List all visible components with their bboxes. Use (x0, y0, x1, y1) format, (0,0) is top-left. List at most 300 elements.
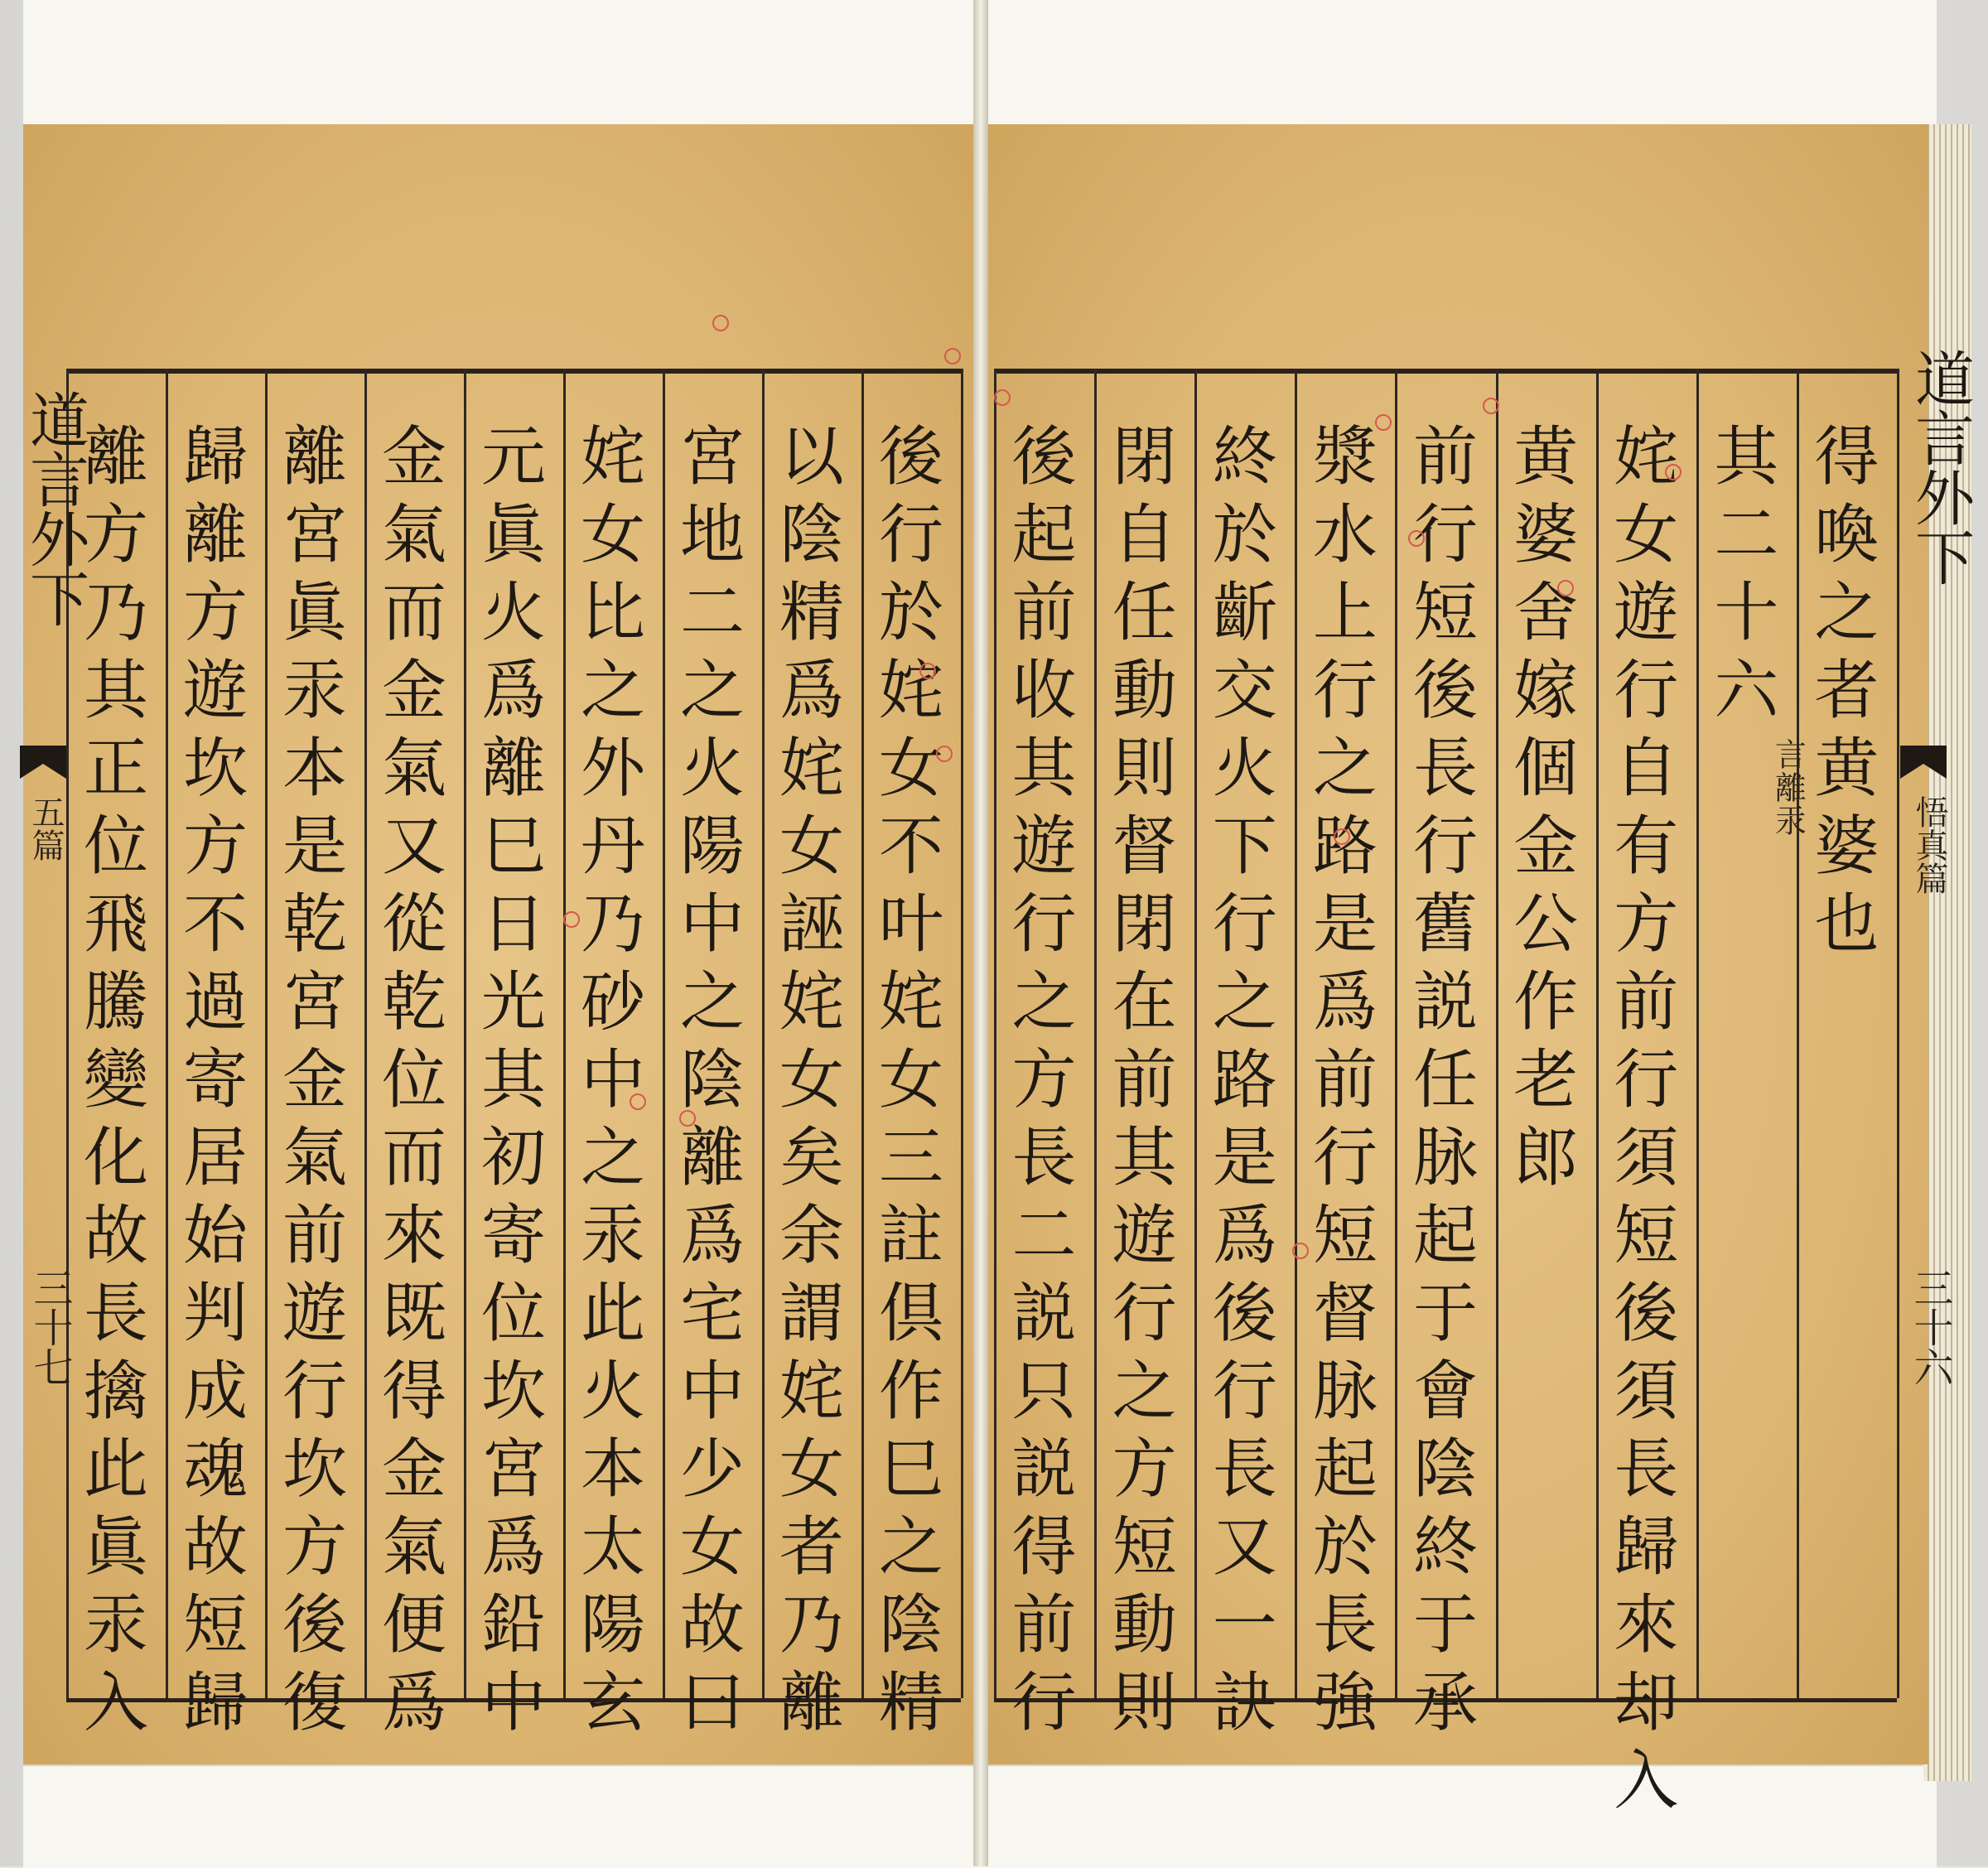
character: 水 (1312, 498, 1378, 572)
character: 姹 (779, 731, 844, 806)
margin-title: 道言外下 (20, 389, 89, 628)
text-column (563, 418, 663, 1742)
text-column (1296, 418, 1395, 1742)
punctuation-mark (919, 663, 936, 679)
character: 黄 (1513, 420, 1579, 495)
character: 過 (182, 965, 248, 1040)
fishtail-mark (1900, 746, 1947, 779)
character: 女 (679, 1510, 745, 1585)
text-column (1696, 418, 1796, 730)
character: 行 (1312, 654, 1378, 728)
character: 嫁 (1513, 654, 1579, 728)
text-column (762, 418, 861, 1742)
character: 於 (1312, 1510, 1378, 1585)
character: 之 (679, 965, 745, 1040)
character: 方 (282, 1510, 347, 1585)
punctuation-mark (679, 1110, 696, 1127)
character: 位 (480, 1277, 546, 1351)
character: 復 (282, 1666, 347, 1740)
character: 路 (1312, 809, 1378, 884)
character: 太 (580, 1510, 645, 1585)
right-page (988, 124, 1975, 1818)
character: 會 (1412, 1354, 1478, 1429)
frame-border-top (66, 369, 961, 374)
character: 陰 (779, 498, 844, 572)
character: 又 (381, 809, 446, 884)
character: 日 (480, 887, 546, 962)
punctuation-mark (1557, 580, 1574, 596)
text-column (663, 418, 762, 1742)
character: 宮 (679, 420, 745, 495)
character: 前 (1112, 1043, 1177, 1117)
character: 眞 (83, 1510, 148, 1585)
character: 入 (83, 1666, 148, 1740)
character: 二 (1011, 1199, 1077, 1273)
character: 遊 (1112, 1199, 1177, 1273)
character: 居 (182, 1121, 248, 1195)
character: 變 (83, 1043, 148, 1117)
character: 離 (182, 498, 248, 572)
frame-border-top (994, 369, 1897, 374)
character: 爲 (480, 654, 546, 728)
punctuation-mark (1292, 1243, 1309, 1259)
character: 不 (878, 809, 943, 884)
folio-number: 三十七 (27, 1267, 73, 1387)
character: 後 (878, 420, 943, 495)
character: 氣 (282, 1121, 347, 1195)
character: 汞 (282, 654, 347, 728)
character: 動 (1112, 1588, 1177, 1663)
character: 長 (1212, 1432, 1277, 1507)
character: 陰 (1412, 1432, 1478, 1507)
character: 離 (679, 1121, 745, 1195)
character: 乃 (83, 576, 148, 650)
character: 之 (580, 654, 645, 728)
character: 終 (1212, 420, 1277, 495)
character: 却 (1614, 1666, 1679, 1740)
character: 始 (182, 1199, 248, 1273)
character: 化 (83, 1121, 148, 1195)
character: 少 (679, 1432, 745, 1507)
character: 方 (1614, 887, 1679, 962)
character: 喚 (1814, 498, 1879, 572)
character: 離 (282, 420, 347, 495)
character: 短 (1614, 1199, 1679, 1273)
character: 余 (779, 1199, 844, 1273)
character: 遊 (1011, 809, 1077, 884)
text-column (464, 418, 563, 1742)
character: 長 (83, 1277, 148, 1351)
character: 路 (1212, 1043, 1277, 1117)
character: 正 (83, 731, 148, 806)
character: 二 (1714, 498, 1779, 572)
punctuation-mark (1334, 828, 1350, 845)
character: 十 (1714, 576, 1779, 650)
character: 短 (1112, 1510, 1177, 1585)
character: 起 (1312, 1432, 1378, 1507)
character: 女 (878, 731, 943, 806)
character: 後 (1614, 1277, 1679, 1351)
character: 宮 (282, 498, 347, 572)
left-page (20, 124, 973, 1764)
text-column (995, 418, 1094, 1742)
character: 脉 (1412, 1121, 1478, 1195)
character: 倶 (878, 1277, 943, 1351)
character: 陰 (878, 1588, 943, 1663)
character: 後 (1212, 1277, 1277, 1351)
character: 巳 (480, 809, 546, 884)
character: 行 (1212, 1354, 1277, 1429)
character: 坎 (182, 731, 248, 806)
character: 誣 (779, 887, 844, 962)
character: 既 (381, 1277, 446, 1351)
column-rule (961, 369, 963, 1698)
character: 其 (83, 654, 148, 728)
character: 乾 (381, 965, 446, 1040)
character: 火 (580, 1354, 645, 1429)
character: 坎 (480, 1354, 546, 1429)
character: 之 (1011, 965, 1077, 1040)
character: 前 (1614, 965, 1679, 1040)
character: 氣 (381, 498, 446, 572)
punctuation-mark (712, 315, 729, 331)
character: 於 (1212, 498, 1277, 572)
character: 訣 (1212, 1666, 1277, 1740)
character: 只 (1011, 1354, 1077, 1429)
character: 離 (779, 1666, 844, 1740)
character: 則 (1112, 731, 1177, 806)
character: 黄 (1814, 731, 1879, 806)
character: 中 (580, 1043, 645, 1117)
character: 而 (381, 576, 446, 650)
character: 任 (1112, 576, 1177, 650)
character: 來 (381, 1199, 446, 1273)
character: 作 (878, 1354, 943, 1429)
character: 遊 (282, 1277, 347, 1351)
character: 長 (1614, 1432, 1679, 1507)
character: 説 (1412, 965, 1478, 1040)
character: 動 (1112, 654, 1177, 728)
character: 強 (1312, 1666, 1378, 1740)
character: 于 (1412, 1588, 1478, 1663)
character: 玄 (580, 1666, 645, 1740)
character: 元 (480, 420, 546, 495)
character: 判 (182, 1277, 248, 1351)
character: 此 (83, 1432, 148, 1507)
character: 故 (182, 1510, 248, 1585)
character: 姹 (878, 965, 943, 1040)
character: 金 (1513, 809, 1579, 884)
character: 乾 (282, 887, 347, 962)
character: 又 (1212, 1510, 1277, 1585)
character: 行 (282, 1354, 347, 1429)
character: 擒 (83, 1354, 148, 1429)
character: 金 (381, 420, 446, 495)
character: 行 (1614, 1043, 1679, 1117)
character: 後 (1011, 420, 1077, 495)
character: 爲 (779, 654, 844, 728)
character: 爲 (480, 1510, 546, 1585)
character: 外 (580, 731, 645, 806)
interlinear-note: 言離汞 (1769, 738, 1807, 837)
character: 六 (1714, 654, 1779, 728)
character: 歸 (182, 1666, 248, 1740)
text-column (1095, 418, 1194, 1742)
character: 作 (1513, 965, 1579, 1040)
character: 女 (779, 1432, 844, 1507)
character: 宮 (480, 1432, 546, 1507)
character: 精 (779, 576, 844, 650)
character: 前 (1011, 576, 1077, 650)
character: 中 (679, 1354, 745, 1429)
character: 陰 (679, 1043, 745, 1117)
character: 其 (1112, 1121, 1177, 1195)
character: 長 (1312, 1588, 1378, 1663)
character: 上 (1312, 576, 1378, 650)
character: 行 (1112, 1277, 1177, 1351)
text-column (1396, 418, 1495, 1742)
character: 火 (679, 731, 745, 806)
character: 短 (182, 1588, 248, 1663)
character: 女 (779, 1043, 844, 1117)
character: 自 (1112, 498, 1177, 572)
character: 氣 (381, 1510, 446, 1585)
character: 歸 (182, 420, 248, 495)
character: 前 (1312, 1043, 1378, 1117)
character: 之 (1112, 1354, 1177, 1429)
character: 行 (878, 498, 943, 572)
character: 前 (1412, 420, 1478, 495)
character: 此 (580, 1277, 645, 1351)
character: 汞 (580, 1199, 645, 1273)
character: 于 (1412, 1277, 1478, 1351)
character: 汞 (83, 1588, 148, 1663)
text-column (166, 418, 265, 1742)
character: 來 (1614, 1588, 1679, 1663)
character: 説 (1011, 1432, 1077, 1507)
character: 騰 (83, 965, 148, 1040)
text-column (861, 418, 961, 1742)
character: 二 (679, 576, 745, 650)
character: 位 (83, 809, 148, 884)
punctuation-mark (944, 348, 961, 364)
character: 初 (480, 1121, 546, 1195)
character: 中 (679, 887, 745, 962)
character: 叶 (878, 887, 943, 962)
character: 以 (779, 420, 844, 495)
character: 火 (1212, 731, 1277, 806)
book-gutter (973, 0, 988, 1866)
character: 氣 (381, 731, 446, 806)
character: 本 (282, 731, 347, 806)
character: 方 (1011, 1043, 1077, 1117)
character: 坎 (282, 1432, 347, 1507)
character: 註 (878, 1199, 943, 1273)
character: 鉛 (480, 1588, 546, 1663)
character: 方 (83, 498, 148, 572)
character: 有 (1614, 809, 1679, 884)
character: 爲 (381, 1666, 446, 1740)
character: 矣 (779, 1121, 844, 1195)
character: 故 (679, 1588, 745, 1663)
character: 閉 (1112, 887, 1177, 962)
character: 得 (381, 1354, 446, 1429)
character: 遊 (182, 654, 248, 728)
character: 則 (1112, 1666, 1177, 1740)
character: 須 (1614, 1354, 1679, 1429)
character: 者 (1814, 654, 1879, 728)
character: 方 (182, 809, 248, 884)
character: 説 (1011, 1277, 1077, 1351)
character: 之 (1212, 965, 1277, 1040)
character: 金 (381, 1432, 446, 1507)
character: 離 (83, 420, 148, 495)
character: 之 (580, 1121, 645, 1195)
character: 也 (1814, 887, 1879, 962)
character: 行 (1212, 887, 1277, 962)
character: 前 (282, 1199, 347, 1273)
punctuation-mark (994, 389, 1011, 406)
character: 方 (1112, 1432, 1177, 1507)
margin-subtitle: 悟真篇 (1910, 795, 1948, 895)
text-column (1496, 418, 1595, 1197)
character: 婆 (1513, 498, 1579, 572)
character: 寄 (182, 1043, 248, 1117)
character: 於 (878, 576, 943, 650)
character: 行 (1011, 1666, 1077, 1740)
character: 行 (1312, 1121, 1378, 1195)
column-rule (1897, 369, 1899, 1698)
character: 公 (1513, 887, 1579, 962)
character: 三 (878, 1121, 943, 1195)
fishtail-mark (20, 746, 66, 779)
character: 中 (480, 1666, 546, 1740)
character: 女 (580, 498, 645, 572)
character: 精 (878, 1666, 943, 1740)
character: 乃 (779, 1588, 844, 1663)
character: 遊 (1614, 576, 1679, 650)
character: 光 (480, 965, 546, 1040)
character: 位 (381, 1043, 446, 1117)
character: 須 (1614, 1121, 1679, 1195)
character: 行 (1614, 654, 1679, 728)
character: 一 (1212, 1588, 1277, 1663)
character: 女 (878, 1043, 943, 1117)
character: 故 (83, 1199, 148, 1273)
character: 砂 (580, 965, 645, 1040)
character: 宮 (282, 965, 347, 1040)
character: 從 (381, 887, 446, 962)
character: 閉 (1112, 420, 1177, 495)
character: 後 (282, 1588, 347, 1663)
character: 歸 (1614, 1510, 1679, 1585)
character: 入 (1614, 1744, 1679, 1818)
text-column (1195, 418, 1295, 1742)
character: 離 (480, 731, 546, 806)
character: 短 (1312, 1199, 1378, 1273)
character: 寄 (480, 1199, 546, 1273)
character: 是 (1212, 1121, 1277, 1195)
character: 姹 (779, 1354, 844, 1429)
character: 方 (182, 576, 248, 650)
text-column (265, 418, 364, 1742)
punctuation-mark (1483, 398, 1499, 414)
character: 陽 (679, 809, 745, 884)
character: 漿 (1312, 420, 1378, 495)
punctuation-mark (630, 1093, 646, 1110)
character: 任 (1412, 1043, 1478, 1117)
character: 者 (779, 1510, 844, 1585)
character: 比 (580, 576, 645, 650)
character: 自 (1614, 731, 1679, 806)
character: 火 (480, 576, 546, 650)
margin-subtitle: 五篇 (27, 795, 65, 862)
character: 陽 (580, 1588, 645, 1663)
character: 便 (381, 1588, 446, 1663)
character: 之 (1312, 731, 1378, 806)
character: 曰 (679, 1666, 745, 1740)
character: 之 (878, 1510, 943, 1585)
text-column (1797, 418, 1896, 963)
character: 姹 (779, 965, 844, 1040)
character: 本 (580, 1432, 645, 1507)
character: 是 (1312, 887, 1378, 962)
character: 而 (381, 1121, 446, 1195)
character: 行 (1412, 809, 1478, 884)
character: 舍 (1513, 576, 1579, 650)
character: 不 (182, 887, 248, 962)
punctuation-mark (1375, 414, 1392, 431)
text-column (364, 418, 464, 1742)
character: 謂 (779, 1277, 844, 1351)
character: 眞 (480, 498, 546, 572)
character: 其 (1714, 420, 1779, 495)
character: 金 (381, 654, 446, 728)
character: 魂 (182, 1432, 248, 1507)
character: 後 (1412, 654, 1478, 728)
character: 督 (1312, 1277, 1378, 1351)
character: 老 (1513, 1043, 1579, 1117)
character: 乃 (580, 887, 645, 962)
character: 行 (1412, 498, 1478, 572)
character: 前 (1011, 1588, 1077, 1663)
character: 短 (1412, 576, 1478, 650)
character: 之 (679, 654, 745, 728)
character: 起 (1011, 498, 1077, 572)
character: 承 (1412, 1666, 1478, 1740)
character: 其 (1011, 731, 1077, 806)
character: 起 (1412, 1199, 1478, 1273)
character: 是 (282, 809, 347, 884)
character: 女 (779, 809, 844, 884)
character: 終 (1412, 1510, 1478, 1585)
character: 脉 (1312, 1354, 1378, 1429)
character: 之 (1814, 576, 1879, 650)
character: 長 (1412, 731, 1478, 806)
character: 飛 (83, 887, 148, 962)
character: 爲 (1212, 1199, 1277, 1273)
punctuation-mark (1408, 530, 1425, 547)
character: 宅 (679, 1277, 745, 1351)
character: 丹 (580, 809, 645, 884)
character: 個 (1513, 731, 1579, 806)
character: 巳 (878, 1432, 943, 1507)
punctuation-mark (936, 746, 953, 762)
character: 收 (1011, 654, 1077, 728)
character: 爲 (679, 1199, 745, 1273)
character: 女 (1614, 498, 1679, 572)
punctuation-mark (563, 911, 580, 928)
